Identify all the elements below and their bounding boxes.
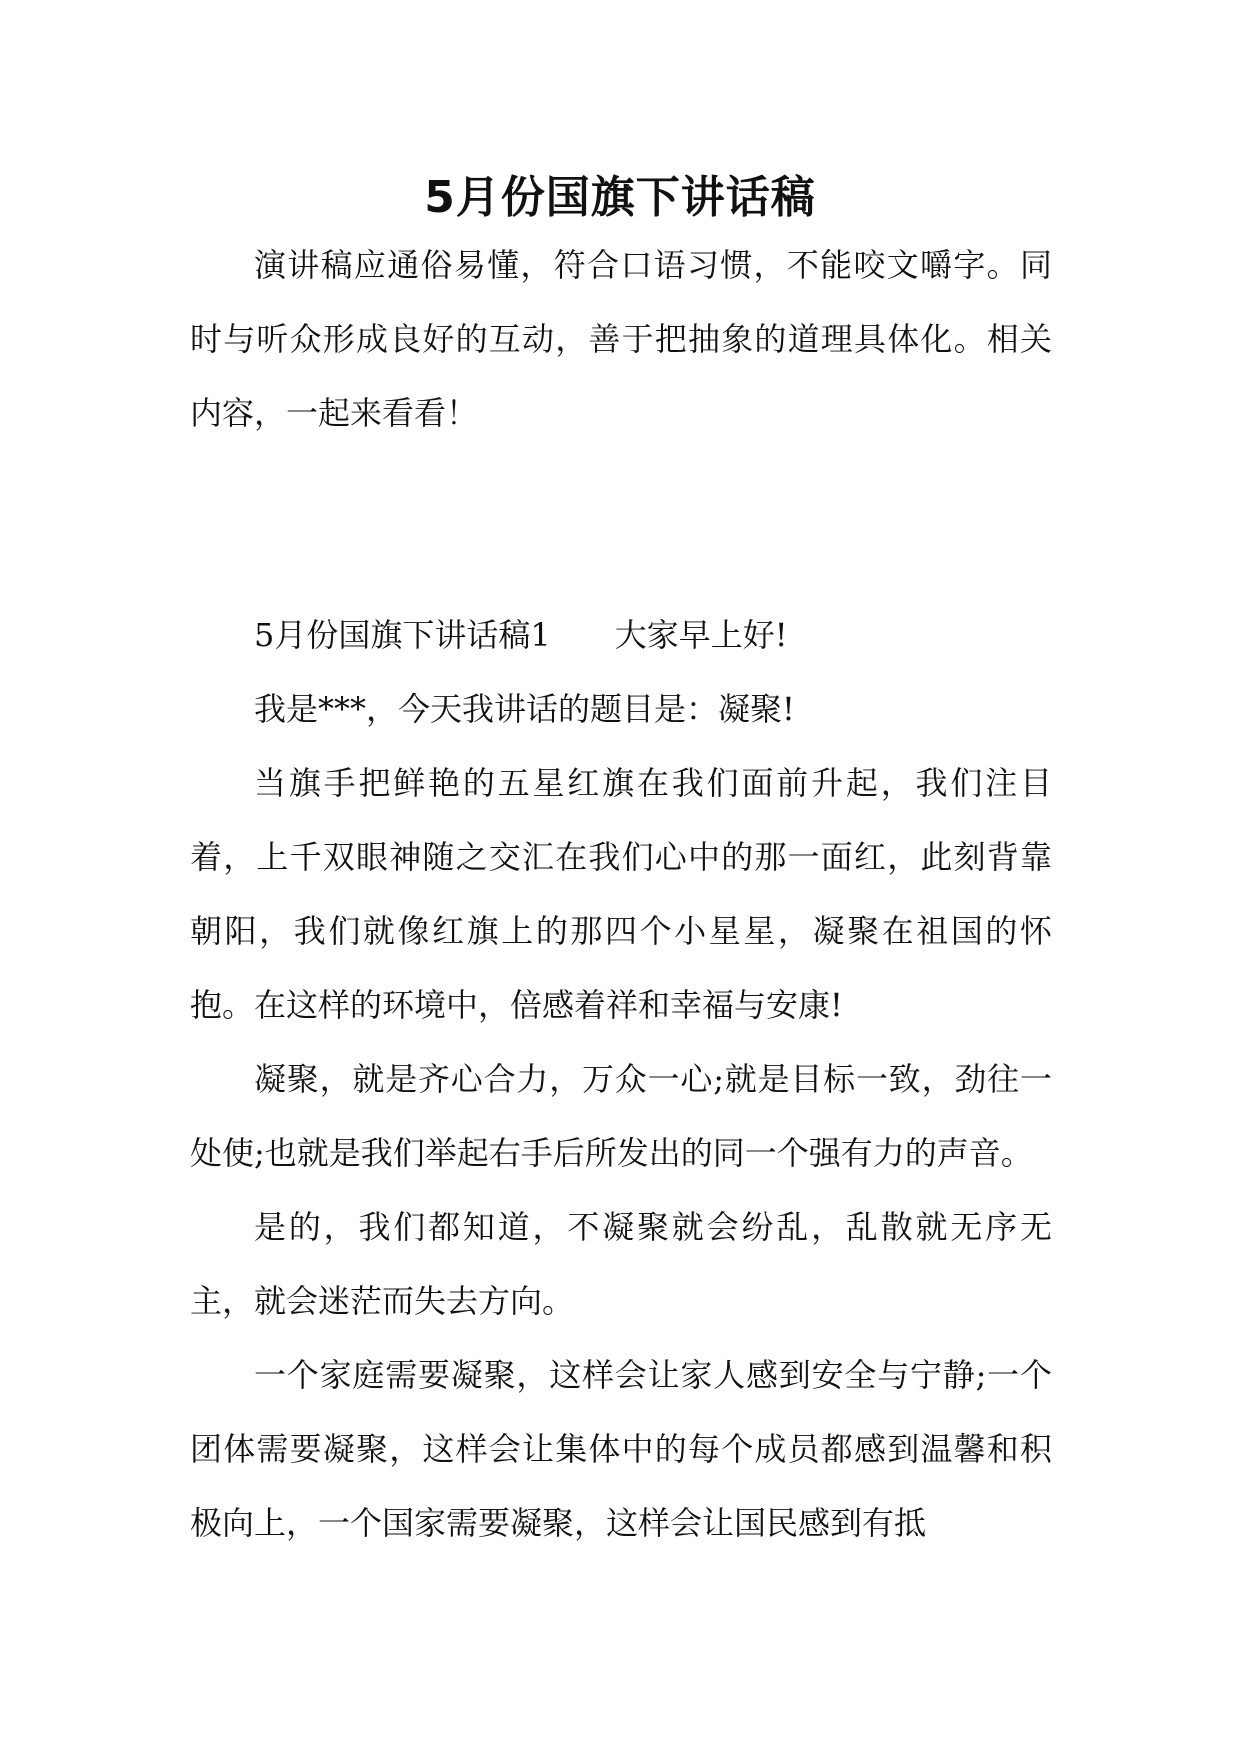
paragraph-gap xyxy=(190,450,1052,598)
speech-heading: 5月份国旗下讲话稿1 xyxy=(254,616,551,654)
document-body xyxy=(190,228,1052,1560)
document-title: 5月份国旗下讲话稿 xyxy=(424,172,816,223)
speech-paragraph: 凝聚，就是齐心合力，万众一心;就是目标一致，劲往一处使;也就是我们举起右手后所发出的同一个强有力的声音。 xyxy=(190,1060,1052,1172)
intro-paragraph: 演讲稿应通俗易懂，符合口语习惯，不能咬文嚼字。同时与听众形成良好的互动，善于把抽象的道理具体化。相关内容，一起来看看！ xyxy=(190,246,1052,432)
speech-paragraph: 是的，我们都知道，不凝聚就会纷乱，乱散就无序无主，就会迷茫而失去方向。 xyxy=(190,1208,1052,1320)
speech-heading-line xyxy=(190,598,1052,672)
speech-paragraph: 当旗手把鲜艳的五星红旗在我们面前升起，我们注目着，上千双眼神随之交汇在我们心中的那一面红，此刻背靠朝阳，我们就像红旗上的那四个小星星，凝聚在祖国的怀抱。在这样的环境中，倍感着祥和幸福与安康! xyxy=(190,764,1052,1024)
speech-paragraph: 我是***，今天我讲话的题目是：凝聚! xyxy=(254,690,795,728)
speech-paragraph: 一个家庭需要凝聚，这样会让家人感到安全与宁静;一个团体需要凝聚，这样会让集体中的每个成员都感到温馨和积极向上，一个国家需要凝聚，这样会让国民感到有抵 xyxy=(190,1356,1052,1542)
greeting-text: 大家早上好! xyxy=(614,616,788,654)
